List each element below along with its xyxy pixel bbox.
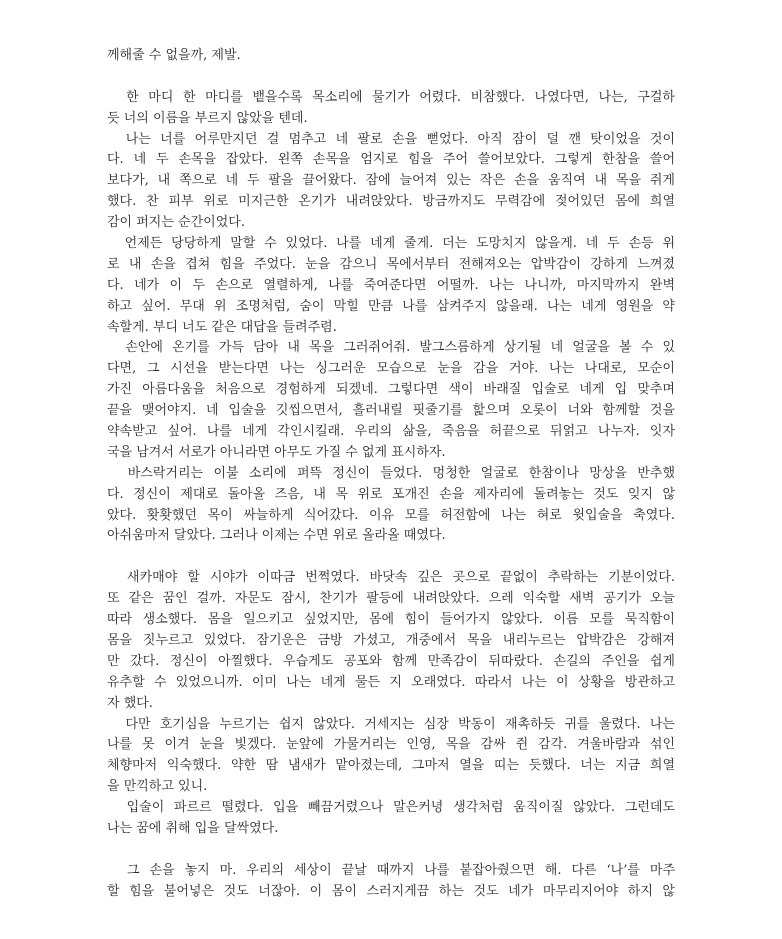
text-line: 았다. 홧홧했던 목이 싸늘하게 식어갔다. 이유 모를 허전함에 나는 혀로 윗입술을 축였다. bbox=[107, 507, 675, 523]
text-line: 새카매야 할 시야가 이따금 번쩍였다. 바닷속 깊은 곳으로 끝없이 추락하는 기분이었다. bbox=[107, 570, 675, 586]
text-line: 따라 생소했다. 몸을 일으키고 싶었지만, 몸에 힘이 들어가지 않았다. 이름 모를 묵직함이 bbox=[107, 612, 675, 628]
text-line: 한 마디 한 마디를 뱉을수록 목소리에 물기가 어렸다. 비참했다. 나였다면, 나는, 구걸하 bbox=[107, 89, 675, 105]
text-line: 로 내 손을 겹쳐 힘을 주었다. 눈을 감으니 목에서부터 전해져오는 압박감이 강하게 느껴졌 bbox=[107, 256, 675, 272]
paragraph bbox=[107, 130, 675, 234]
text-line: 만 갔다. 정신이 아찔했다. 우습게도 공포와 함께 만족감이 뒤따랐다. 손길의 주인을 쉽게 bbox=[107, 653, 675, 669]
text-line: 가진 아름다움을 처음으로 경험하게 되겠네. 그렇다면 색이 바래질 입술로 네게 입 맞추며 bbox=[107, 382, 675, 398]
text-line: 국을 남겨서 서로가 아니라면 아무도 가질 수 없게 표시하자. bbox=[107, 444, 446, 460]
text-line: 아쉬움마저 달았다. 그러나 이제는 수면 위로 올라올 때였다. bbox=[107, 528, 446, 544]
text-line: 손안에 온기를 가득 담아 내 목을 그러쥐어줘. 발그스름하게 상기될 네 얼굴을 볼 수 있 bbox=[107, 340, 675, 356]
text-line: 끝을 맺어야지. 네 입술을 깃씹으면서, 흘러내릴 핏줄기를 핥으며 오롯이 너와 함께할 것을 bbox=[107, 403, 675, 419]
text-line: 나를 못 이겨 눈을 빛겠다. 눈앞에 가물거리는 인영, 목을 감싸 쥔 감각. 겨울바람과 섞인 bbox=[107, 737, 675, 753]
paragraph bbox=[107, 715, 675, 799]
text-line: 다. 네가 이 두 손으로 열렬하게, 나를 죽여준다면 어떨까. 나는 나니까, 마지막까지 완벽 bbox=[107, 277, 675, 293]
text-line: 하고 싶어. 무대 위 조명처럼, 숨이 막힐 만큼 나를 삼켜주지 않을래. 나는 네게 영원을 약 bbox=[107, 298, 675, 314]
paragraph bbox=[107, 464, 675, 548]
paragraph-gap bbox=[107, 67, 675, 88]
text-line: 께해줄 수 없을까, 제발. bbox=[107, 48, 241, 63]
text-line: 자 했다. bbox=[107, 695, 153, 711]
text-line: 을 만끽하고 있니. bbox=[107, 779, 208, 795]
text-line: 다면, 그 시선을 받는다면 나는 싱그러운 모습으로 눈을 감을 거야. 나는 나대로, 모순이 bbox=[107, 361, 675, 377]
paragraph bbox=[107, 338, 675, 463]
paragraph bbox=[107, 88, 675, 130]
text-line: 체향마저 익숙했다. 약한 땀 냄새가 맡아졌는데, 그마저 열을 띠는 듯했다. 너는 지금 희열 bbox=[107, 758, 675, 774]
text-line: 다. 네 두 손목을 잡았다. 왼쪽 손목을 엄지로 힘을 주어 쓸어보았다. 그렇게 한참을 쓸어 bbox=[107, 152, 675, 168]
paragraph bbox=[107, 46, 675, 67]
paragraph bbox=[107, 861, 675, 903]
text-line: 듯 너의 이름을 부르지 않았을 텐데. bbox=[107, 110, 308, 126]
text-line: 유추할 수 있었으니까. 이미 나는 네게 물든 지 오래였다. 따라서 나는 이 상황을 방관하고 bbox=[107, 674, 675, 690]
text-line: 나는 너를 어루만지던 걸 멈추고 네 팔로 손을 뻗었다. 아직 잠이 덜 깬 탓이었을 것이 bbox=[107, 131, 675, 147]
text-line: 속할게. 부디 너도 같은 대답을 들려주렴. bbox=[107, 319, 337, 335]
paragraph bbox=[107, 568, 675, 714]
text-line: 몸을 짓누르고 있었다. 잠기운은 금방 가셨고, 개중에서 목을 내리누르는 압박감은 강해져 bbox=[107, 632, 675, 648]
text-line: 할 힘을 불어넣은 것도 너잖아. 이 몸이 스러지게끔 하는 것도 네가 마무리지어야 하지 않 bbox=[107, 883, 675, 899]
text-line: 그 손을 놓지 마. 우리의 세상이 끝날 때까지 나를 붙잡아줬으면 해. 다른 ‘나’를 마주 bbox=[107, 862, 675, 878]
text-line: 입술이 파르르 떨렸다. 입을 빼끔거렸으나 말은커녕 생각처럼 움직이질 않았다. 그런데도 bbox=[107, 800, 675, 816]
paragraph bbox=[107, 234, 675, 338]
paragraph bbox=[107, 798, 675, 840]
text-line: 약속받고 싶어. 나를 네게 각인시킬래. 우리의 삶을, 죽음을 허끝으로 뒤얽고 나누자. 잇자 bbox=[107, 424, 675, 440]
paragraph-gap bbox=[107, 840, 675, 861]
text-line: 바스락거리는 이불 소리에 퍼뜩 정신이 들었다. 멍청한 얼굴로 한참이나 망상을 반추했 bbox=[107, 465, 675, 481]
text-line: 또 같은 꿈인 걸까. 자문도 잠시, 찬기가 팔등에 내려앉았다. 으레 익숙할 새벽 공기가 오늘 bbox=[107, 591, 675, 607]
text-line: 나는 꿈에 취해 입을 달싹였다. bbox=[107, 820, 279, 836]
text-line: 다. 정신이 제대로 돌아올 즈음, 내 목 위로 포개진 손을 제자리에 돌려놓는 것도 잊지 않 bbox=[107, 486, 675, 502]
text-line: 했다. 찬 피부 위로 미지근한 온기가 내려앉았다. 방금까지도 무력감에 젖어있던 몸에 희열 bbox=[107, 194, 675, 210]
text-line: 보다가, 내 쪽으로 네 두 팔을 끌어왔다. 잠에 늘어져 있는 작은 손을 움직여 내 목을 쥐게 bbox=[107, 173, 675, 189]
text-line: 다만 호기심을 누르기는 쉽지 않았다. 거세지는 심장 박동이 재촉하듯 귀를 울렸다. 나는 bbox=[107, 716, 675, 732]
text-line: 언제든 당당하게 말할 수 있었다. 나를 네게 줄게. 더는 도망치지 않을게. 네 두 손등 위 bbox=[107, 236, 675, 252]
document-page bbox=[107, 46, 675, 903]
text-line: 감이 퍼지는 순간이었다. bbox=[107, 215, 245, 231]
paragraph-gap bbox=[107, 547, 675, 568]
